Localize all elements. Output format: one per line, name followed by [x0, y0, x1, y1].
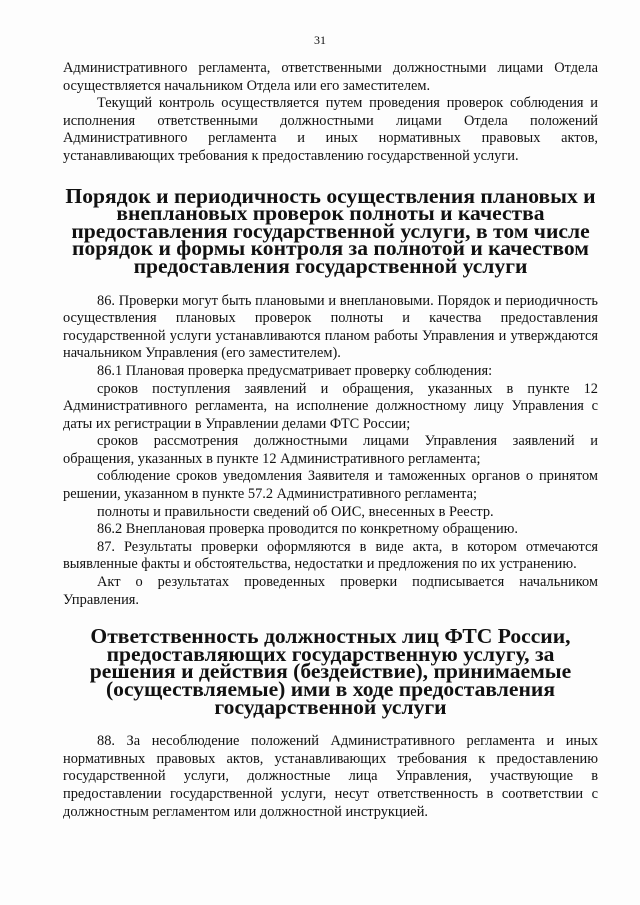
list-item-review-deadlines: сроков рассмотрения должностными лицами Управления заявлений и обращения, указанных в пункте 12 Административного регламента; — [63, 433, 598, 467]
page-number: 31 — [314, 33, 326, 47]
paragraph-88: 88. За несоблюдение положений Административного регламента и иных нормативных правовых актов, устанавливающих требования к предоставлению государственной услуги, должностные лица Управления, участвующие в предоставлении государственной услуги, несут ответственность в соответствии с должностным регламентом или должностной инструкцией. — [63, 733, 598, 820]
paragraph-86: 86. Проверки могут быть плановыми и внеплановыми. Порядок и периодичность осуществления плановых проверок полноты и качества предоставления государственной услуги устанавливаются планом работы Управления и утверждаются начальником Управления (его заместителем). — [63, 292, 598, 362]
paragraph-86-2: 86.2 Внеплановая проверка проводится по конкретному обращению. — [97, 521, 519, 538]
list-item-receipt-deadlines: сроков поступления заявлений и обращения, указанных в пункте 12 Административного регламента, на исполнение должностному лицу Управления с даты их регистрации в Управлении делами ФТС России; — [63, 380, 598, 432]
paragraph-86-1: 86.1 Плановая проверка предусматривает проверку соблюдения: — [97, 362, 493, 379]
list-item-notification-deadlines: соблюдение сроков уведомления Заявителя и таможенных органов о принятом решении, указанном в пункте 57.2 Административного регламента; — [63, 468, 598, 503]
page-content — [63, 60, 598, 821]
paragraph-act-signing: Акт о результатах проведенных проверки подписывается начальником Управления. — [63, 574, 598, 608]
section-heading-responsibility: Ответственность должностных лиц ФТС России, предоставляющих государственную услугу, за решения и действия (бездействие), принимаемые (осуществляемые) ими в ходе предоставления государственной услуги — [89, 624, 572, 719]
intro-paragraph-control: Текущий контроль осуществляется путем проведения проверок соблюдения и исполнения ответственными должностными лицами Отдела положений Административного регламента и иных нормативных правовых актов, устанавливающих требования к предоставлению государственной услуги. — [63, 95, 598, 164]
section-heading-inspections: Порядок и периодичность осуществления плановых и внеплановых проверок полноты и качества предоставления государственной услуги, в том числе порядок и формы контроля за полнотой и качеством предоставления государственной услуги — [65, 183, 596, 278]
intro-paragraph-continuation: Административного регламента, ответственными должностными лицами Отдела осуществляется начальником Отдела или его заместителем. — [63, 60, 598, 94]
list-item-register-accuracy: полноты и правильности сведений об ОИС, внесенных в Реестр. — [97, 503, 494, 520]
paragraph-87: 87. Результаты проверки оформляются в виде акта, в котором отмечаются выявленные факты и обстоятельства, недостатки и предложения по их устранению. — [63, 538, 598, 573]
